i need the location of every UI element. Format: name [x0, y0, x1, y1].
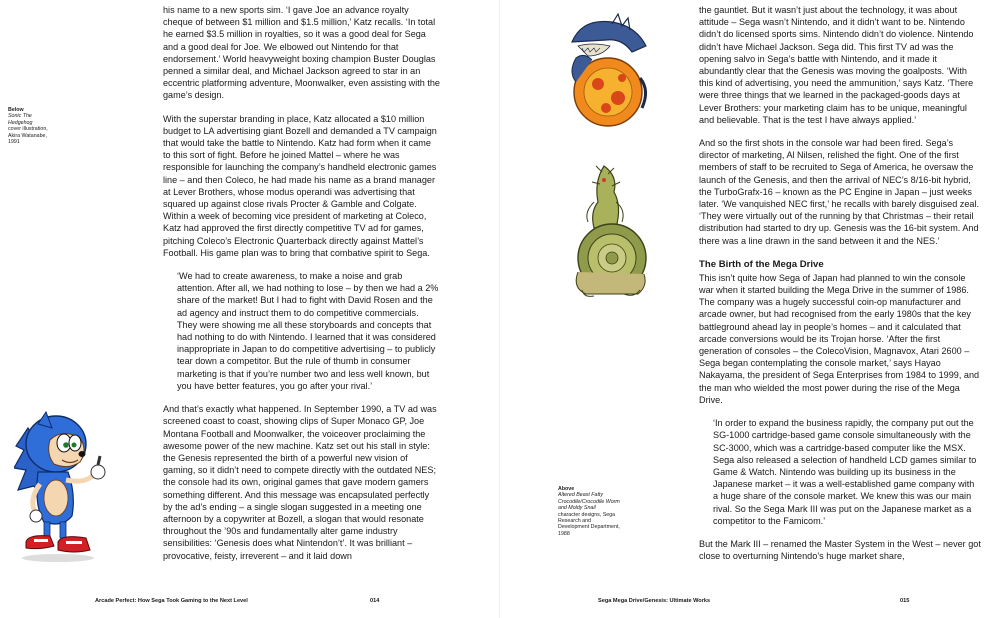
caption-title: Altered Beast Fatty Crocodile/Crocodile Worm and Moldy Snail [558, 492, 620, 512]
block-quote: ‘In order to expand the business rapidly, the company put out the SG-1000 cartridge-based game console simultaneously with the SC-3000, which was a cartridge-based computer like the MSX. Sega also released a selection of handheld LCD games similar to Game & Watch. Nintendo was building up its business in the Japanese market – it was a well-established game company with a huge share of the console market. We knew this was our main rival. So the Sega Mark III was put on the Japanese market as a competitor to the Famicom.’ [713, 418, 977, 526]
section-heading: The Birth of the Mega Drive [699, 258, 824, 270]
paragraph: With the superstar branding in place, Katz allocated a $10 million budget to LA advertising giant Bozell and demanded a TV campaign that would take the battle to Nintendo. Katz had form when it came to this sort of fight. Before he joined Mattel – where he was responsible for launching the company’s handheld electronic games line – and then Coleco, he had made his name as a brand manager at Lever Brothers, whose modus operandi was advertising that squared up against close rivals Procter & Gamble and Colgate. Within a week of becoming vice president of marketing at Coleco, Katz had approved the first directly competitive TV ad for games, pitching Coleco’s Electronic Quarterback directly against Mattel’s Football. His game plan was to bring that combative spirit to Sega. [163, 113, 437, 258]
caption-credit: character designs, Sega Research and Development Department, 1988 [558, 511, 620, 537]
caption-title: Sonic The Hedgehog [8, 113, 33, 126]
right-caption [558, 486, 622, 537]
left-caption [8, 107, 52, 145]
page-number: 015 [900, 598, 910, 604]
paragraph: his name to a new sports sim. ‘I gave Joe an advance royalty cheque of between $1 million and $1.5 million,’ Katz recalls. ‘In total he earned $3.5 million in royalties, so it was a good deal for Sega and a good deal for Joe. We elbowed out Nintendo for that endorsement.’ World heavyweight boxing champion Buster Douglas penned a similar deal, and Michael Jackson agreed to star in an eccentric platforming adventure, Moonwalker, even assisting with the game’s design. [163, 5, 440, 101]
right-text-column [699, 4, 981, 573]
paragraph: And that’s exactly what happened. In September 1990, a TV ad was screened coast to coast, showing clips of Super Monaco GP, Joe Montana Football and Moonwalker, the voiceover proclaiming the awesome power of the new machine. Katz set out his stall in style: the Genesis represented the birth of a powerful new vision of gaming, so it didn’t need to compete directly with the outdated NES; the console had its own, original games that gave modern gamers something different. And this message was encapsulated perfectly by the ad’s ending – a single slogan suggested in a meeting one afternoon by a copywriter at Bozell, a slogan that would resonate throughout the ’90s and fundamentally alter game industry sensibilities: ‘Genesis does what Nintendon’t’. It was brilliant – provocative, feisty, irreverent – and it laid down [163, 404, 437, 561]
footer-book-title: Arcade Perfect: How Sega Took Gaming to the Next Level [95, 598, 248, 604]
block-quote: ‘We had to create awareness, to make a noise and grab attention. After all, we had nothing to lose – by then we had a 2% share of the market! But I had to fight with David Rosen and the ad agency and instruct them to do competitive commercials. They were showing me all these storyboards and concepts that had nothing to do with Nintendo. I learned that it was considered inappropriate in Japan to do competitive advertising – to publicly tear down a competitor. But the rule of thumb in consumer marketing is that if you’re number two and less well known, but you have better features, you go after your rival.’ [177, 271, 439, 391]
caption-label: Below [8, 107, 24, 113]
paragraph: But the Mark III – renamed the Master System in the West – never got close to overturning Nintendo’s huge market share, [699, 538, 981, 562]
crocodile-worm-illustration [562, 12, 654, 132]
moldy-snail-illustration [564, 162, 652, 302]
page-number: 014 [370, 598, 380, 604]
caption-label: Above [558, 486, 575, 492]
left-text-column [163, 4, 441, 573]
right-page [500, 0, 1000, 618]
sonic-illustration [14, 410, 116, 566]
paragraph: And so the first shots in the console war had been fired. Sega’s director of marketing, Al Nilsen, relished the fight. One of the first members of staff to be recruited to Sega of America, he oversaw the launch of the Genesis, and then the arrival of NEC’s 8/16-bit hybrid, the TurboGrafx-16 – known as the PC Engine in Japan – just weeks later. ‘We vanquished NEC first,’ he recalls with barely disguised zeal. ‘They were virtually out of the running by that Christmas – their retail distribution had started to dry up. Genesis was the 16-bit system. And there was a line drawn in the sand between it and the NES.’ [699, 138, 980, 246]
caption-credit: cover illustration, Akira Watanabe, 1991 [8, 126, 48, 146]
paragraph: the gauntlet. But it wasn’t just about the technology, it was about attitude – Sega wasn’t Nintendo, and it didn’t want to be. Nintendo didn’t do licensed sports sims. Nintendo didn’t do violence. Nintendo didn’t have Michael Jackson. Sega did. This first TV ad was the opening salvo in Sega’s battle with Nintendo, and it made it abundantly clear that the Genesis was moving the goalposts. ‘With this kind of advertising, you need the ammunition,’ says Katz. ‘There were three things that we learned in the packaged-goods days at Lever Brothers: your marketing claim has to be unique, meaningful and believable. That is the test I have always applied.’ [699, 5, 974, 125]
paragraph: This isn’t quite how Sega of Japan had planned to win the console war when it started building the Mega Drive in the summer of 1986. The company was a hugely successful coin-op manufacturer and arcade owner, but had recognised from the early 1980s that the key battleground ahead lay in people’s homes – and it calculated that arcade conversions would be its Trojan horse. ‘After the first generation of consoles – the ColecoVision, Magnavox, Atari 2600 – Sega began contemplating the console market,’ says Hayao Nakayama, the president of Sega Enterprises from 1984 to 1999, and the man who wielded the most power during the rise of the Mega Drive. [699, 272, 980, 405]
footer-book-title: Sega Mega Drive/Genesis: Ultimate Works [598, 598, 711, 604]
